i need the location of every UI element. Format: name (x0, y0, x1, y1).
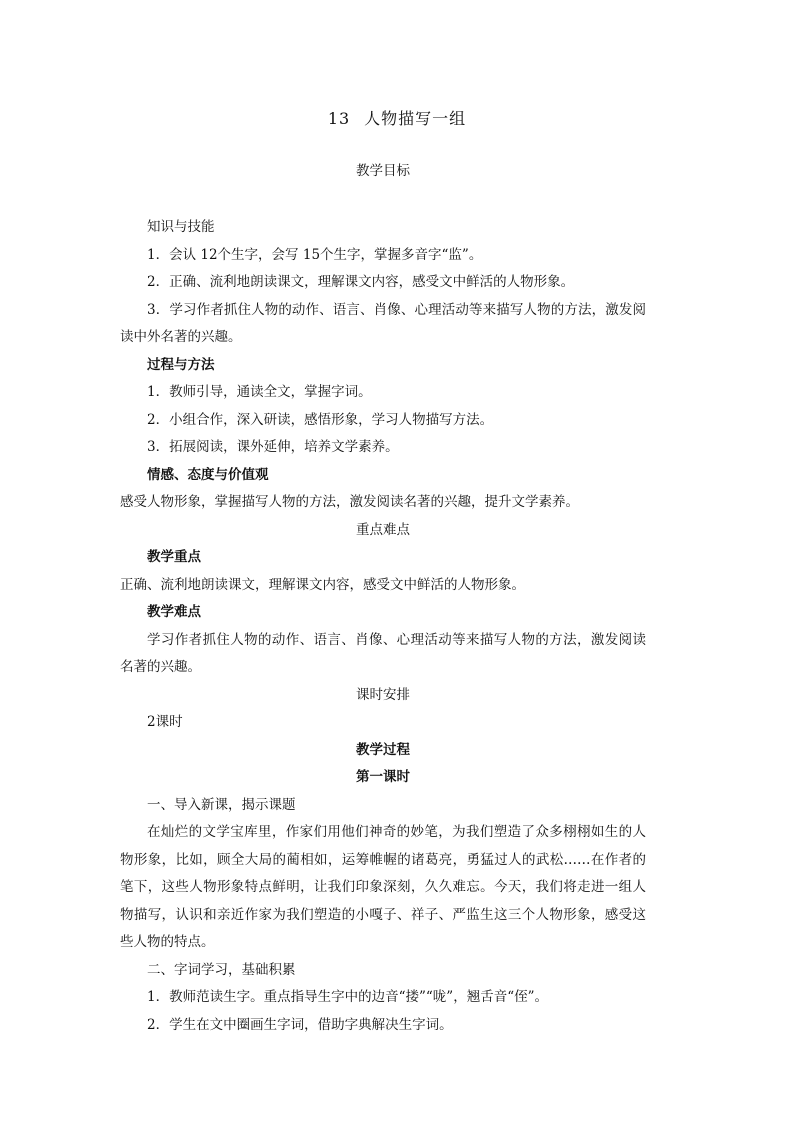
process-item-2: 2．小组合作，深入研读，感悟形象，学习人物描写方法。 (147, 411, 494, 428)
schedule-text: 2课时 (147, 714, 183, 730)
focus-heading: 教学重点 (147, 549, 201, 565)
lesson-name: 人物描写一组 (364, 109, 467, 128)
main-content (120, 214, 646, 1039)
step2-heading: 二、字词学习，基础积累 (147, 961, 296, 978)
lesson-heading: 第一课时 (356, 769, 410, 785)
lesson-title (0, 106, 794, 129)
knowledge-heading: 知识与技能 (147, 219, 215, 235)
process-item-1: 1．教师引导，通读全文，掌握字词。 (147, 384, 372, 400)
emotion-text: 感受人物形象，掌握描写人物的方法，激发阅读名著的兴趣，提升文学素养。 (120, 494, 579, 510)
step1-text: 在灿烂的文学宝库里，作家们用他们神奇的妙笔，为我们塑造了众多栩栩如生的人物形象，比如，顾全大局的蔺相如，运筹帷幄的诸葛亮，勇猛过人的武松……在作者的笔下，这些人物形象特点鲜明，让我们印象深刻，久久难忘。今天，我们将走进一组人物描写，认识和亲近作家为我们塑造的小嘎子、祥子、严监生这三个人物形象，感受这些人物的特点。 (120, 824, 646, 950)
objectives-heading: 教学目标 (356, 163, 410, 179)
focus-text: 正确、流利地朗读课文，理解课文内容，感受文中鲜活的人物形象。 (120, 576, 525, 593)
difficulty-heading: 教学难点 (147, 604, 201, 620)
process-item-3: 3．拓展阅读，课外延伸，培养文学素养。 (147, 439, 399, 455)
schedule-heading: 课时安排 (356, 686, 410, 703)
procedure-heading: 教学过程 (356, 741, 410, 758)
knowledge-item-1: 1．会认 12个生字，会写 15个生字，掌握多音字“监”。 (147, 246, 483, 263)
knowledge-item-3: 3．学习作者抓住人物的动作、语言、肖像、心理活动等来描写人物的方法，激发阅读中外名著的兴趣。 (120, 301, 646, 345)
objectives-block (120, 158, 646, 186)
process-heading: 过程与方法 (147, 356, 215, 373)
step2-item-2: 2．学生在文中圈画生字词，借助字典解决生字词。 (147, 1016, 453, 1033)
emotion-heading: 情感、态度与价值观 (147, 466, 269, 483)
difficulty-text: 学习作者抓住人物的动作、语言、肖像、心理活动等来描写人物的方法，激发阅读名著的兴趣。 (120, 631, 646, 675)
step2-item-1: 1．教师范读生字。重点指导生字中的边音“搂”“咙”，翘舌音“侄”。 (147, 989, 548, 1005)
knowledge-item-2: 2．正确、流利地朗读课文，理解课文内容，感受文中鲜活的人物形象。 (147, 274, 575, 290)
step1-heading: 一、导入新课，揭示课题 (147, 796, 296, 813)
key-points-heading: 重点难点 (356, 521, 410, 538)
lesson-number: 13 (327, 109, 351, 128)
